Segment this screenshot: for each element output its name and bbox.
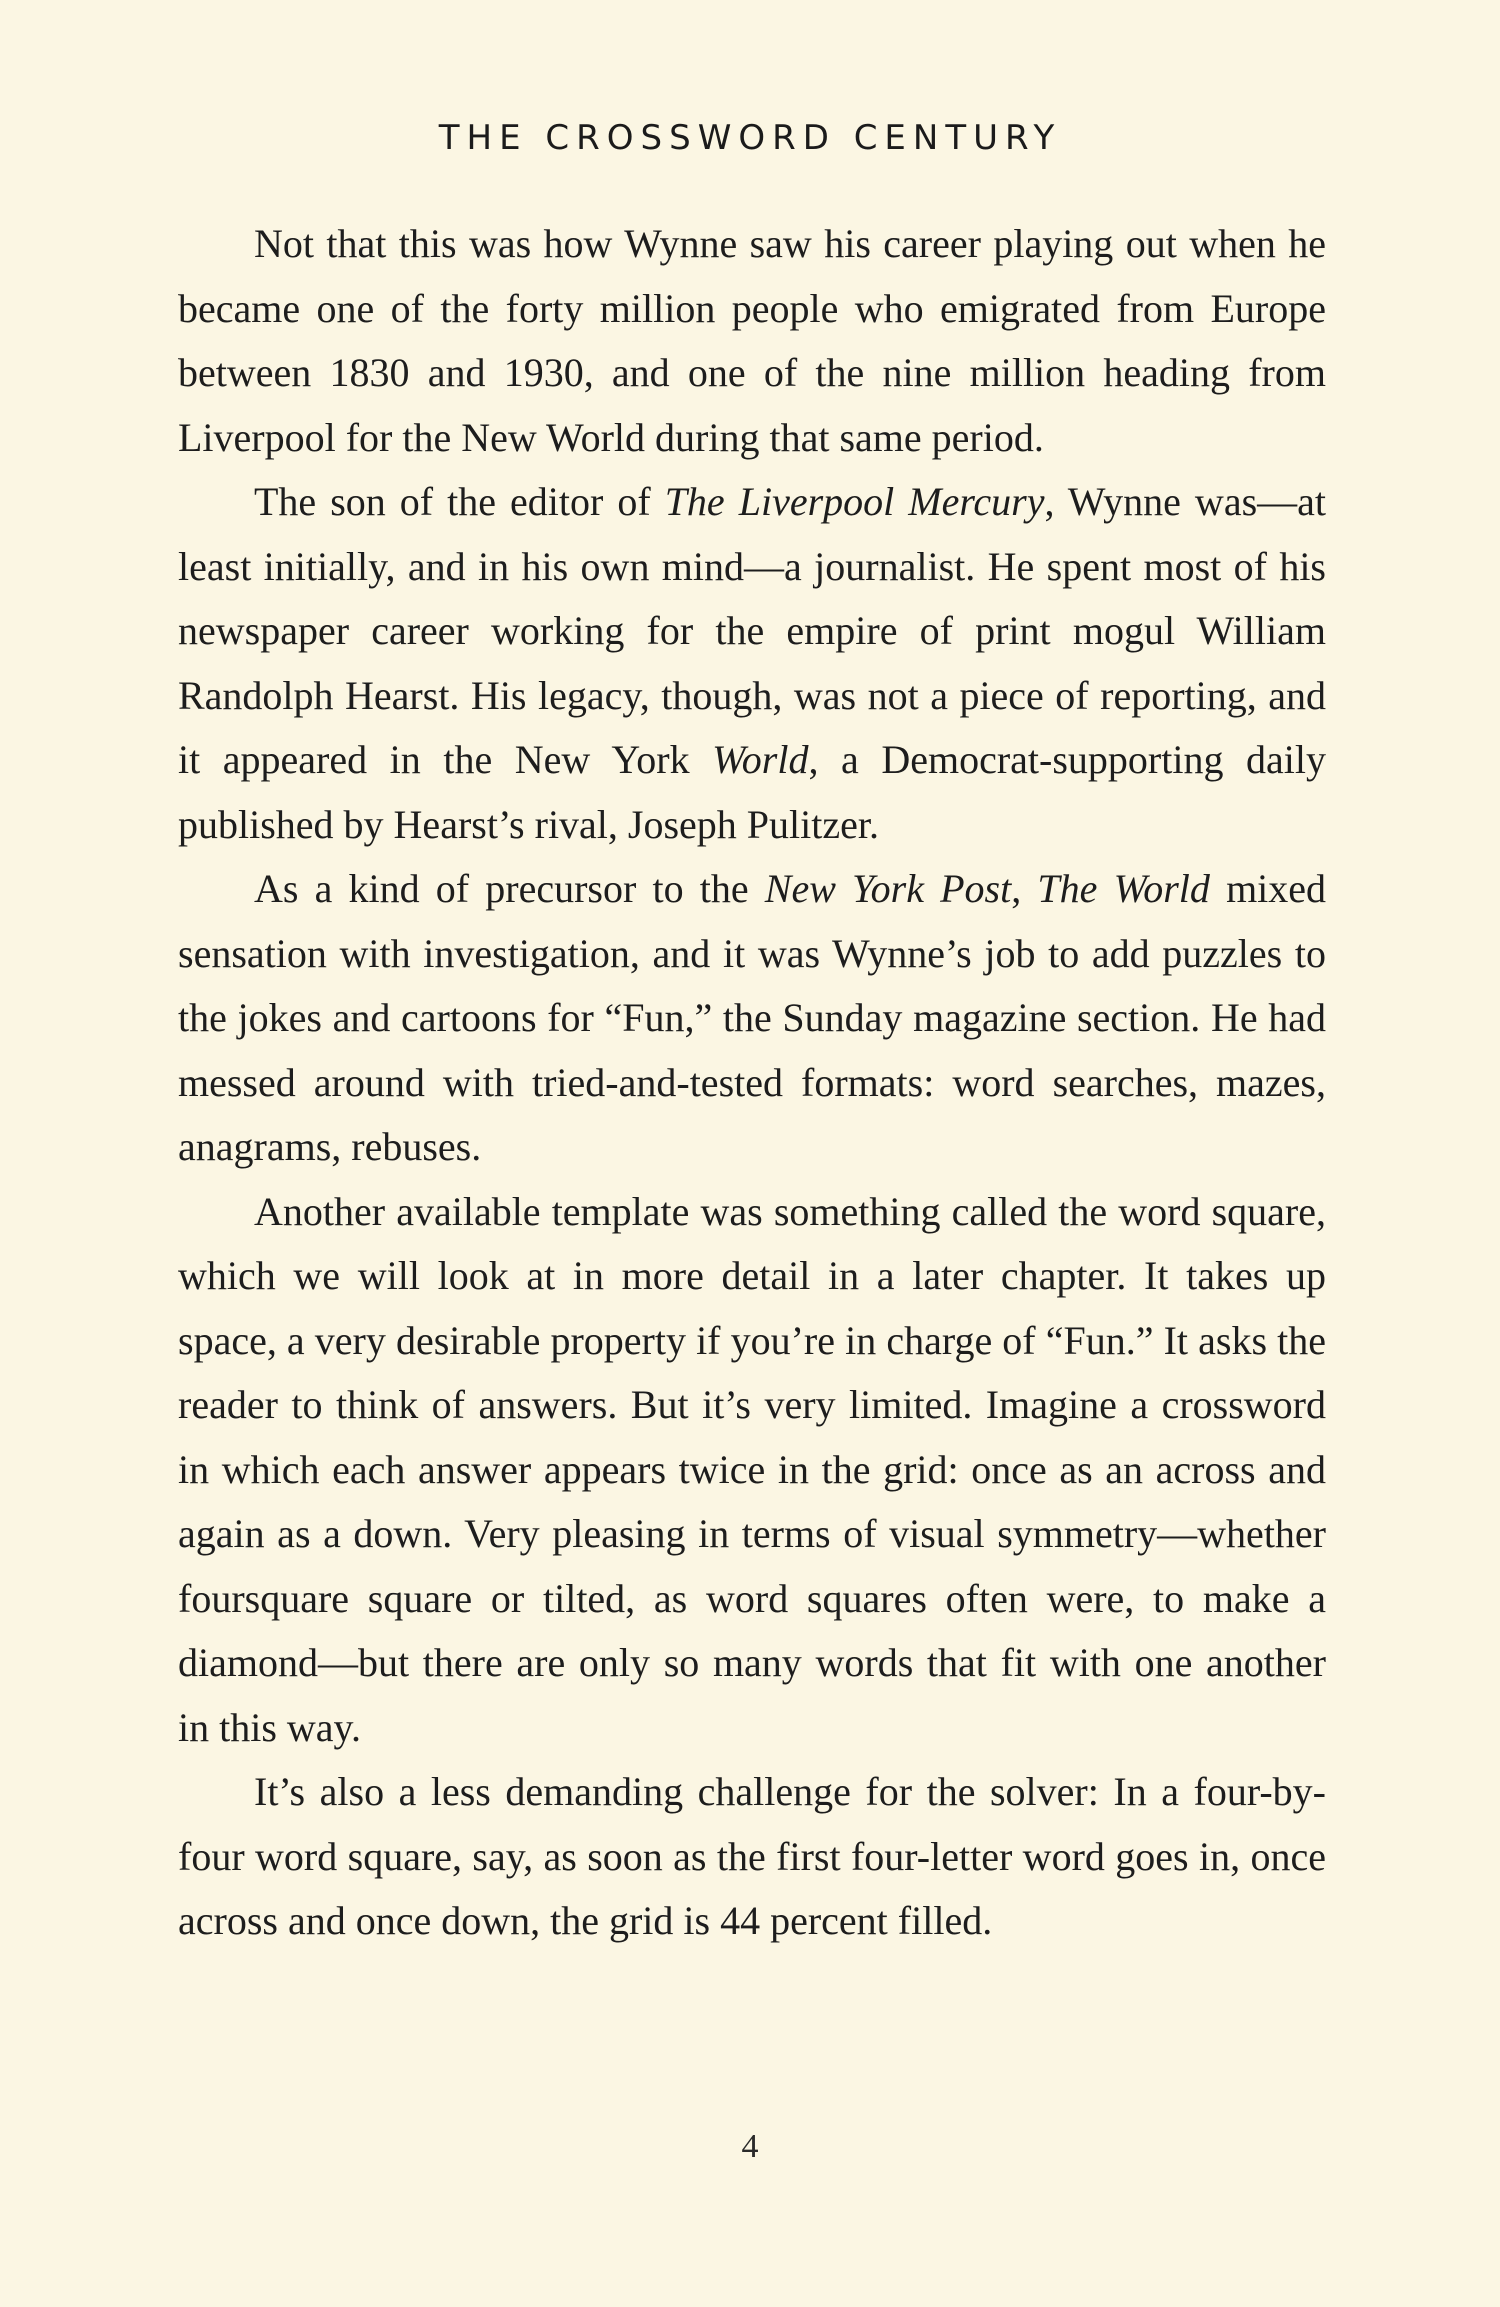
paragraph-1: Not that this was how Wynne saw his career playing out when he became one of the forty million people who emigrated from Europe between 1830 and 1930, and one of the nine million heading from Liverpool for the New World during that same period. <box>178 221 1326 460</box>
p3-title-the-world: The World <box>1037 866 1210 911</box>
p2-title-world: World <box>712 737 809 782</box>
p3-text-e: mixed sensation with investigation, and it was Wynne’s job to add puzzles to the jokes and cartoons for “Fun,” the Sunday magazine section. He had messed around with tried-and-tested formats: word searches, mazes, anagrams, rebuses. <box>178 866 1327 1169</box>
p2-title-liverpool-mercury: The Liverpool Mercury <box>664 479 1045 524</box>
p3-text-c: , <box>1011 866 1038 911</box>
p2-text-e: , a Democrat-supporting daily published by Hearst’s rival, Joseph Pulitzer. <box>178 737 1326 847</box>
paragraph-2 <box>178 470 1326 857</box>
running-head: THE CROSSWORD CENTURY <box>438 118 1062 158</box>
page-number: 4 <box>741 2128 759 2165</box>
paragraph-3 <box>178 857 1326 1180</box>
paragraph-5: It’s also a less demanding challenge for the solver: In a four-by-four word square, say, as soon as the first four-letter word goes in, once across and once down, the grid is 44 percent filled. <box>178 1769 1326 1943</box>
body-text <box>178 212 1326 1954</box>
p3-title-new-york-post: New York Post <box>764 866 1012 911</box>
p2-text-c: , Wynne was—at least initially, and in his own mind—a journalist. He spent most of his newspaper career working for the empire of print mogul William Randolph Hearst. His legacy, though, was not a piece of reporting, and it appeared in the New York <box>178 479 1327 782</box>
p2-text-a: The son of the editor of <box>254 479 665 524</box>
p3-text-a: As a kind of precursor to the <box>254 866 765 911</box>
paragraph-4: Another available template was something called the word square, which we will look at in more detail in a later chapter. It takes up space, a very desirable property if you’re in charge of “Fun.” It asks the reader to think of answers. But it’s very limited. Imagine a crossword in which each answer appears twice in the grid: once as an across and again as a down. Very pleasing in terms of visual symmetry—whether foursquare square or tilted, as word squares often were, to make a diamond—but there are only so many words that fit with one another in this way. <box>178 1188 1326 1750</box>
